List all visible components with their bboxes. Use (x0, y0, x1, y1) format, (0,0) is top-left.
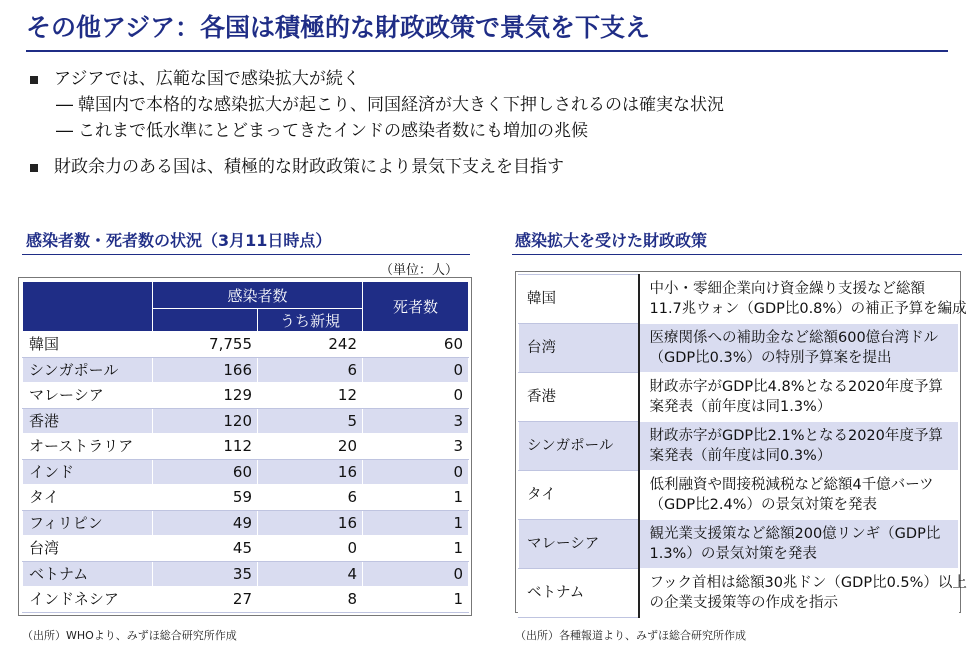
policy-country-cell: ベトナム (519, 569, 639, 618)
infected-cell: 120 (153, 408, 258, 434)
policy-line: 医療関係への補助金など総額600億台湾ドル (649, 330, 939, 346)
policy-country-cell: シンガポール (519, 422, 639, 471)
header-country (23, 282, 153, 332)
bullet-list (26, 66, 946, 180)
policy-line: 案発表（前年度は同1.3%） (649, 399, 832, 415)
table-row (519, 520, 959, 569)
title-underline (26, 50, 948, 52)
policy-line: の企業支援策等の作成を指示 (649, 595, 838, 611)
country-cell: マレーシア (23, 383, 153, 409)
policy-table (518, 274, 967, 618)
dash-bullet-icon: ― (56, 95, 73, 115)
deaths-cell: 0 (363, 357, 469, 383)
table-row (23, 459, 469, 485)
deaths-cell: 1 (363, 510, 469, 536)
table-row (23, 357, 469, 383)
infected-cell: 166 (153, 357, 258, 383)
infected-cell: 45 (153, 536, 258, 562)
bullet-text: アジアでは、広範な国で感染拡大が続く (54, 69, 360, 89)
new-cell: 16 (258, 459, 363, 485)
header-infected: 感染者数 (153, 282, 363, 309)
country-cell: オーストラリア (23, 434, 153, 460)
new-cell: 5 (258, 408, 363, 434)
new-cell: 8 (258, 587, 363, 613)
table-row (23, 383, 469, 409)
policy-description-cell (639, 275, 967, 324)
policy-line: 1.3%）の景気対策を発表 (649, 546, 817, 562)
header-new: うち新規 (258, 309, 363, 332)
table-row (519, 471, 959, 520)
new-cell: 0 (258, 536, 363, 562)
unit-label: （単位：人） (380, 263, 459, 278)
right-source-note: （出所）各種報道より、みずほ総合研究所作成 (515, 629, 746, 642)
policy-country-cell: 台湾 (519, 324, 639, 373)
infected-cell: 60 (153, 459, 258, 485)
policy-country-cell: マレーシア (519, 520, 639, 569)
bullet-text: 財政余力のある国は、積極的な財政政策により景気下支えを目指す (54, 157, 564, 177)
deaths-cell: 3 (363, 434, 469, 460)
bullet-item (26, 66, 946, 92)
table-row (23, 561, 469, 587)
new-cell: 16 (258, 510, 363, 536)
sub-bullet-text: これまで低水準にとどまってきたインドの感染者数にも増加の兆候 (78, 121, 588, 141)
deaths-cell: 1 (363, 587, 469, 613)
country-cell: フィリピン (23, 510, 153, 536)
policy-line: 財政赤字がGDP比4.8%となる2020年度予算 (649, 379, 943, 395)
infected-cell: 7,755 (153, 332, 258, 358)
table-row (519, 373, 959, 422)
infected-cell: 35 (153, 561, 258, 587)
deaths-cell: 0 (363, 459, 469, 485)
sub-bullet-text: 韓国内で本格的な感染拡大が起こり、同国経済が大きく下押しされるのは確実な状況 (78, 95, 724, 115)
policy-line: （GDP比2.4%）の景気対策を発表 (649, 497, 877, 513)
country-cell: 韓国 (23, 332, 153, 358)
policy-line: 財政赤字がGDP比2.1%となる2020年度予算 (649, 428, 943, 444)
new-cell: 4 (258, 561, 363, 587)
policy-line: 低利融資や間接税減税など総額4千億バーツ (649, 477, 934, 493)
infections-table (22, 281, 469, 613)
section-underline (512, 254, 962, 255)
deaths-cell: 3 (363, 408, 469, 434)
infected-cell: 59 (153, 485, 258, 511)
table-row (23, 332, 469, 358)
policy-description-cell (639, 520, 959, 569)
policy-line: 案発表（前年度は同0.3%） (649, 448, 832, 464)
infected-cell: 112 (153, 434, 258, 460)
policy-line: フック首相は総額30兆ドン（GDP比0.5%）以上 (649, 575, 967, 591)
deaths-cell: 1 (363, 536, 469, 562)
policy-line: 11.7兆ウォン（GDP比0.8%）の補正予算を編成 (649, 301, 967, 317)
table-row (519, 324, 959, 373)
left-source-note: （出所）WHOより、みずほ総合研究所作成 (22, 629, 237, 642)
policy-country-cell: 香港 (519, 373, 639, 422)
country-cell: インドネシア (23, 587, 153, 613)
policy-description-cell (639, 471, 959, 520)
policy-description-cell (639, 569, 967, 618)
deaths-cell: 0 (363, 383, 469, 409)
table-row (519, 275, 959, 324)
table-row (23, 434, 469, 460)
infected-cell: 49 (153, 510, 258, 536)
deaths-cell: 0 (363, 561, 469, 587)
table-row (23, 587, 469, 613)
infected-cell: 27 (153, 587, 258, 613)
new-cell: 6 (258, 485, 363, 511)
page-title: その他アジア：各国は積極的な財政政策で景気を下支え (26, 13, 651, 42)
new-cell: 12 (258, 383, 363, 409)
new-cell: 20 (258, 434, 363, 460)
country-cell: 台湾 (23, 536, 153, 562)
table-row (519, 569, 959, 618)
new-cell: 6 (258, 357, 363, 383)
policy-section-title: 感染拡大を受けた財政政策 (515, 231, 708, 250)
table-row (23, 485, 469, 511)
policy-description-cell (639, 373, 959, 422)
country-cell: タイ (23, 485, 153, 511)
table-row (23, 408, 469, 434)
header-deaths: 死者数 (363, 282, 469, 332)
deaths-cell: 60 (363, 332, 469, 358)
policy-description-cell (639, 422, 959, 471)
sub-bullet-item (26, 118, 946, 144)
country-cell: インド (23, 459, 153, 485)
policy-country-cell: タイ (519, 471, 639, 520)
bullet-item (26, 154, 946, 180)
square-bullet-icon (30, 76, 38, 84)
country-cell: シンガポール (23, 357, 153, 383)
policy-line: 中小・零細企業向け資金繰り支援など総額 (649, 281, 925, 297)
infections-section-title: 感染者数・死者数の状況（3月11日時点） (26, 231, 332, 250)
country-cell: ベトナム (23, 561, 153, 587)
table-row (23, 510, 469, 536)
square-bullet-icon (30, 164, 38, 172)
new-cell: 242 (258, 332, 363, 358)
infected-cell: 129 (153, 383, 258, 409)
policy-line: 観光業支援策など総額200億リンギ（GDP比 (649, 526, 941, 542)
sub-bullet-item (26, 92, 946, 118)
header-blank (153, 309, 258, 332)
deaths-cell: 1 (363, 485, 469, 511)
policy-country-cell: 韓国 (519, 275, 639, 324)
policy-line: （GDP比0.3%）の特別予算案を提出 (649, 350, 892, 366)
dash-bullet-icon: ― (56, 121, 73, 141)
policy-description-cell (639, 324, 959, 373)
country-cell: 香港 (23, 408, 153, 434)
section-underline (22, 254, 470, 255)
table-row (23, 536, 469, 562)
table-row (519, 422, 959, 471)
